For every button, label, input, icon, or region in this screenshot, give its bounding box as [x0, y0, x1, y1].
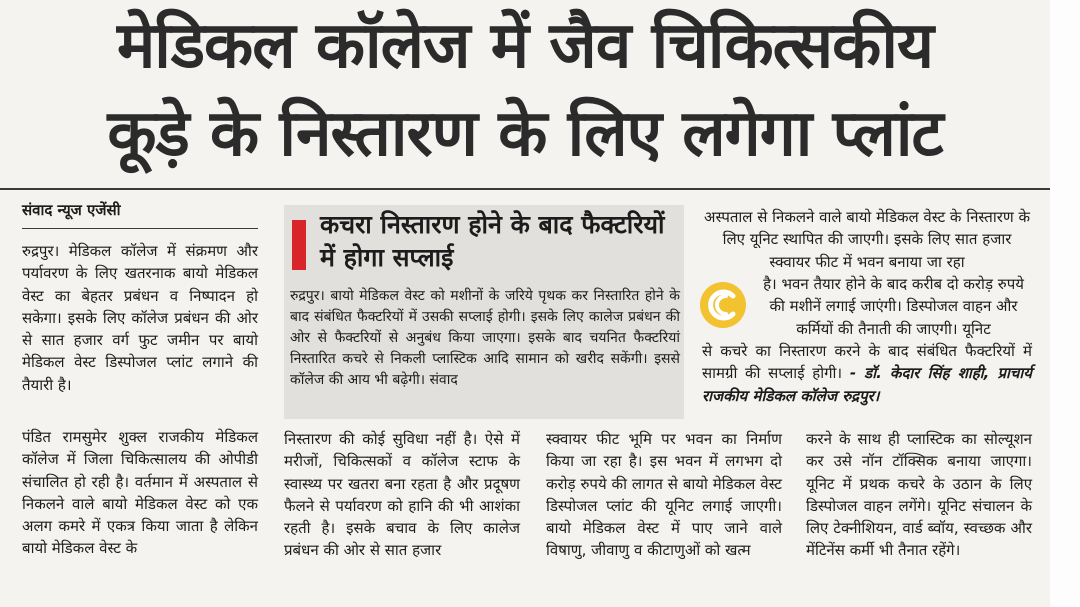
inset-red-bar — [292, 220, 306, 270]
col2-text: निस्तारण की कोई सुविधा नहीं है। ऐसे में मरीजों, चिकित्सकों व कॉलेज स्टाफ के स्वास्थ्य पर खतरा बना रहता है और प्रदूषण फैलने से पर्यावरण को हानि की भी आशंका रहती है। इसके बचाव के लिए कालेज प्रबंधन की ओर से सात हजार — [284, 430, 520, 560]
headline-rule — [0, 188, 1050, 190]
quote-signature: - डॉ. केदार सिंह शाही, प्राचार्य राजकीय मेडिकल कॉलेज रुद्रपुर। — [702, 364, 1032, 405]
byline-rule — [22, 228, 258, 229]
col4-text: करने के साथ ही प्लास्टिक का सोल्यूशन कर उसे नॉन टॉक्सिक बनाया जाएगा। यूनिट में प्रथक कचरे के उठान के लिए डिस्पोजल वाहन लगेंगे। यूनिट संचालन के लिए टेक्नीशियन, वार्ड ब्वॉय, स्वच्छक और मेंटिनेंस कर्मी भी तैनात रहेंगे। — [806, 430, 1032, 560]
col3-text: स्क्वायर फीट भूमि पर भवन का निर्माण किया जा रहा है। इस भवन में लगभग दो करोड़ रुपये की लागत से बायो मेडिकल वेस्ट डिस्पोजल प्लांट की यूनिट लगाई जाएगी। बायो मेडिकल वेस्ट में पाए जाने वाले विषाणु, जीवाणु व कीटाणुओं को खत्म — [546, 430, 782, 560]
quote-body: से कचरे का निस्तारण करने के बाद संबंधित फैक्टरियों में सामग्री की सप्लाई होगी। — [702, 342, 1032, 383]
headline-line-2: कूड़े के निस्तारण के लिए लगेगा प्लांट — [107, 97, 943, 171]
inset-text: रुद्रपुर। बायो मेडिकल वेस्ट को मशीनों के जरिये पृथक कर निस्तारित होने के बाद संबंधित फैक्टरियों में उसकी सप्लाई होगी। इसके लिए कालेज प्रबंधन की ओर से फैक्टरियों से अनुबंध किया जाएगा। इसके बाद चयनित फैक्टरियां निस्तारित कचरे से निकली प्लास्टिक आदि सामान को खरीद सकेंगी। इससे कॉलेज की आय भी बढ़ेगी। संवाद — [290, 288, 680, 388]
headline-line-1: मेडिकल कॉलेज में जैव चिकित्सकीय — [116, 9, 934, 83]
col1-paragraph-1: रुद्रपुर। मेडिकल कॉलेज में संक्रमण और पर्यावरण के लिए खतरनाक बायो मेडिकल वेस्ट का बेहतर प्रबंधन व निष्पादन हो सकेगा। इसके लिए कॉलेज प्रबंधन की ओर से सात हजार वर्ग फुट जमीन पर बायो मेडिकल वेस्ट डिस्पोजल प्लांट लगाने की तैयारी है। — [22, 242, 258, 394]
byline: संवाद न्यूज एजेंसी — [22, 201, 121, 219]
quote-text-middle: है। भवन तैयार होने के बाद करीब दो करोड़ रुपये की मशीनें लगाई जाएंगी। डिस्पोजल वाहन और कर्मियों की तैनाती की जाएगी। यूनिट — [763, 275, 1024, 338]
quote-text-bottom — [702, 340, 1032, 407]
inset-title: कचरा निस्तारण होने के बाद फैक्टरियों में होगा सप्लाई — [320, 210, 665, 272]
col1-paragraph-2: पंडित रामसुमेर शुक्ल राजकीय मेडिकल कॉलेज में जिला चिकित्सालय की ओपीडी संचालित हो रही है। वर्तमान में अस्पताल से निकलने वाले बायो मेडिकल वेस्ट को एक अलग कमरे में एकत्र किया जाता है लेकिन बायो मेडिकल वेस्ट के — [22, 428, 258, 558]
amar-ujala-logo-icon — [700, 282, 746, 328]
headline — [0, 2, 1050, 178]
page-edge — [1050, 0, 1080, 607]
quote-text-top: अस्पताल से निकलने वाले बायो मेडिकल वेस्ट के निस्तारण के लिए यूनिट स्थापित की जाएगी। इसके लिए सात हजार स्क्वायर फीट में भवन बनाया जा रहा — [704, 208, 1030, 271]
